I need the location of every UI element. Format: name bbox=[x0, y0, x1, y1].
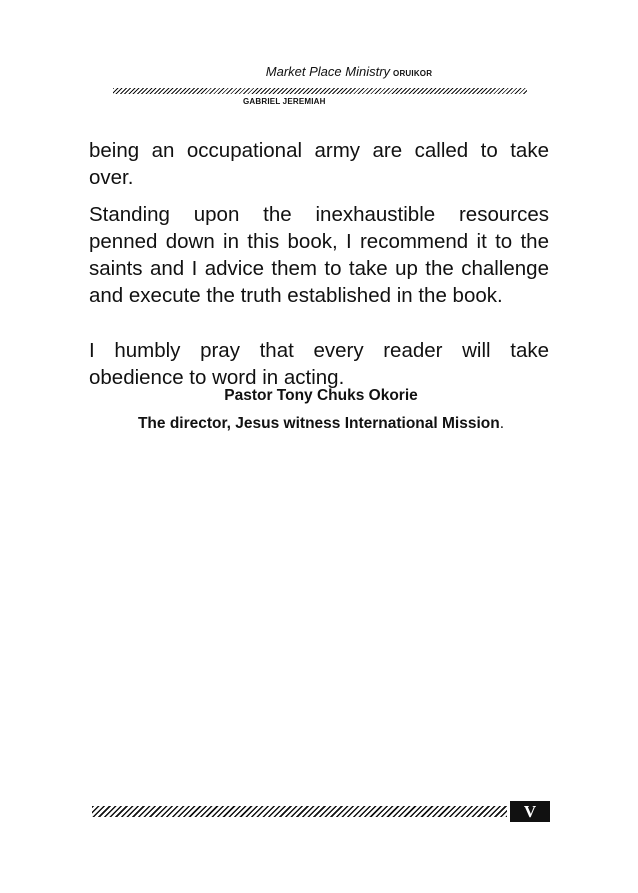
signature-title bbox=[0, 415, 638, 433]
signature-title-period: . bbox=[499, 415, 505, 432]
running-header-title bbox=[0, 64, 638, 79]
paragraph-3: I humbly pray that every reader will take obedience to word in acting. bbox=[89, 339, 549, 389]
book-title: Market Place Ministry bbox=[265, 64, 391, 79]
page-number: V bbox=[510, 801, 550, 822]
author-surname: ORUIKOR bbox=[393, 69, 433, 78]
signature-title-text: The director, Jesus witness International Mission bbox=[137, 415, 500, 432]
signature-name: Pastor Tony Chuks Okorie bbox=[224, 387, 418, 404]
paragraph-1: being an occupational army are called to take over. bbox=[89, 139, 549, 189]
paragraph-2: Standing upon the inexhaustible resources penned down in this book, I recommend it to the saints and I advice them to take up the challenge and execute the truth established in the book. bbox=[89, 203, 549, 307]
author-first-name: GABRIEL JEREMIAH bbox=[243, 97, 326, 106]
header-hatch-rule bbox=[113, 88, 527, 94]
footer-hatch-rule bbox=[92, 806, 507, 817]
